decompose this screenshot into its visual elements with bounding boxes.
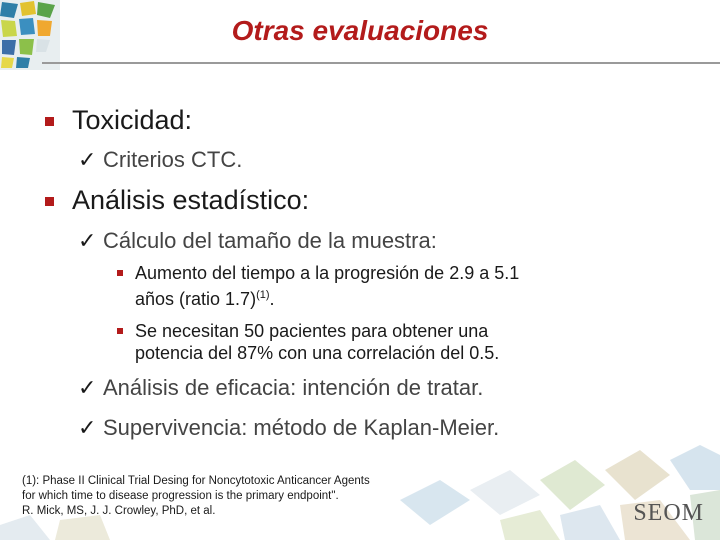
sub-item-line: potencia del 87% con una correlación del 0.5. — [135, 343, 500, 363]
check-icon: ✓ — [78, 147, 97, 172]
section-label: Análisis estadístico: — [72, 185, 310, 215]
check-item-label: Análisis de eficacia: intención de tratar. — [103, 375, 484, 400]
footnote — [22, 474, 370, 519]
check-item — [78, 228, 437, 254]
title-divider — [42, 62, 720, 64]
square-bullet-icon — [45, 197, 54, 206]
section-label: Toxicidad: — [72, 105, 193, 135]
check-icon: ✓ — [78, 228, 97, 253]
slide-title: Otras evaluaciones — [231, 15, 489, 46]
check-icon: ✓ — [78, 415, 97, 440]
square-bullet-icon — [45, 117, 54, 126]
seom-logo: SEOM — [633, 500, 704, 526]
sub-item — [135, 320, 675, 364]
footnote-line: (1): Phase II Clinical Trial Desing for Noncytotoxic Anticancer Agents — [22, 475, 370, 487]
check-icon: ✓ — [78, 375, 97, 400]
check-item — [78, 147, 243, 173]
square-bullet-icon — [117, 270, 123, 276]
sub-item-line: Aumento del tiempo a la progresión de 2.9 a 5.1 — [135, 263, 520, 283]
footnote-line: R. Mick, MS, J. J. Crowley, PhD, et al. — [22, 505, 216, 517]
section-toxicidad — [72, 105, 192, 136]
sub-item-line: años (ratio 1.7)$^{(1)}$. — [135, 289, 275, 309]
check-item — [78, 375, 484, 401]
section-estadistico — [72, 185, 309, 216]
footnote-line: for which time to disease progression is the primary endpoint". — [22, 490, 339, 502]
check-item-label: Cálculo del tamaño de la muestra: — [103, 228, 437, 253]
check-item — [78, 415, 500, 441]
footnote-ref: (1) — [256, 289, 270, 301]
square-bullet-icon — [117, 328, 123, 334]
sub-item-line: Se necesitan 50 pacientes para obtener una — [135, 321, 489, 341]
check-item-label: Criterios CTC. — [103, 147, 243, 172]
sub-item — [135, 262, 675, 310]
check-item-label: Supervivencia: método de Kaplan-Meier. — [103, 415, 500, 440]
